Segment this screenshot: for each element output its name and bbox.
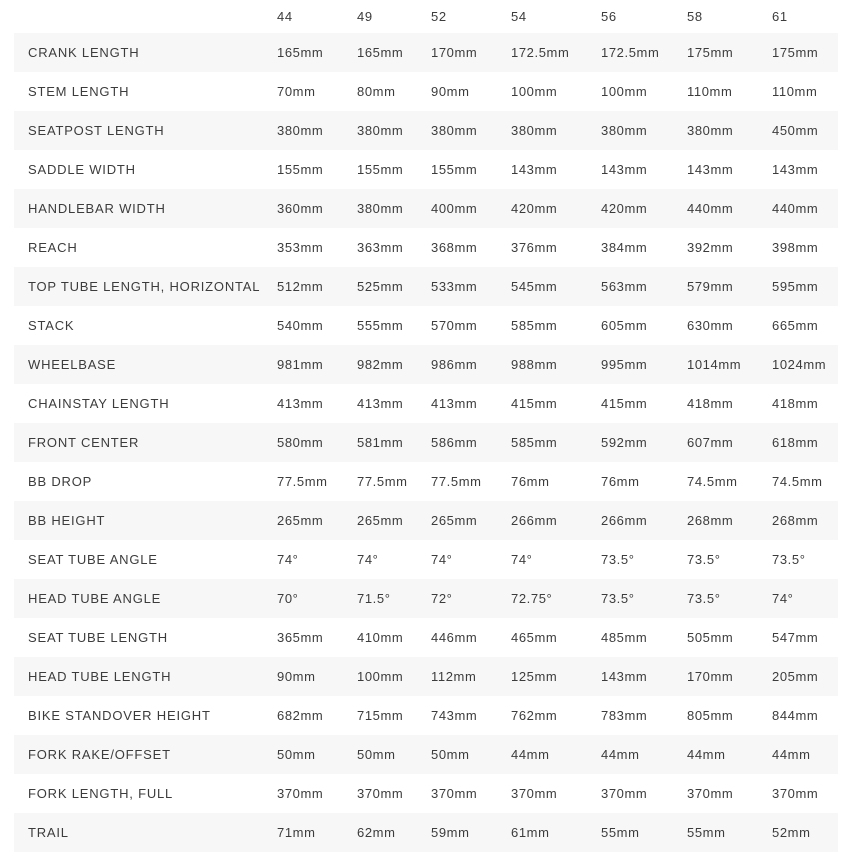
measurement-value: 73.5° bbox=[687, 591, 721, 606]
table-row bbox=[14, 735, 838, 774]
table-row bbox=[14, 228, 838, 267]
measurement-value: 581mm bbox=[357, 435, 404, 450]
measurement-value: 360mm bbox=[277, 201, 324, 216]
measurement-value: 450mm bbox=[772, 123, 819, 138]
measurement-value: 50mm bbox=[357, 747, 396, 762]
measurement-value: 365mm bbox=[277, 630, 324, 645]
measurement-value: 605mm bbox=[601, 318, 648, 333]
header-row bbox=[14, 0, 838, 33]
measurement-value: 618mm bbox=[772, 435, 819, 450]
table-row bbox=[14, 33, 838, 72]
measurement-value: 353mm bbox=[277, 240, 324, 255]
measurement-value: 368mm bbox=[431, 240, 478, 255]
measurement-value: 630mm bbox=[687, 318, 734, 333]
measurement-label: TOP TUBE LENGTH, HORIZONTAL bbox=[28, 279, 261, 294]
table-row bbox=[14, 540, 838, 579]
table-row bbox=[14, 345, 838, 384]
measurement-value: 59mm bbox=[431, 825, 470, 840]
measurement-value: 415mm bbox=[511, 396, 558, 411]
measurement-label: STEM LENGTH bbox=[28, 84, 130, 99]
measurement-value: 762mm bbox=[511, 708, 558, 723]
measurement-value: 265mm bbox=[357, 513, 404, 528]
measurement-value: 743mm bbox=[431, 708, 478, 723]
measurement-value: 783mm bbox=[601, 708, 648, 723]
measurement-value: 165mm bbox=[277, 45, 324, 60]
measurement-value: 986mm bbox=[431, 357, 478, 372]
measurement-label: SADDLE WIDTH bbox=[28, 162, 136, 177]
measurement-value: 370mm bbox=[687, 786, 734, 801]
measurement-value: 981mm bbox=[277, 357, 324, 372]
table-row bbox=[14, 774, 838, 813]
table-row bbox=[14, 306, 838, 345]
size-column-header: 44 bbox=[277, 9, 293, 24]
measurement-value: 205mm bbox=[772, 669, 819, 684]
measurement-value: 73.5° bbox=[772, 552, 806, 567]
measurement-label: REACH bbox=[28, 240, 78, 255]
measurement-label: SEAT TUBE ANGLE bbox=[28, 552, 158, 567]
measurement-value: 266mm bbox=[511, 513, 558, 528]
measurement-value: 44mm bbox=[687, 747, 726, 762]
measurement-value: 266mm bbox=[601, 513, 648, 528]
measurement-value: 265mm bbox=[431, 513, 478, 528]
measurement-value: 545mm bbox=[511, 279, 558, 294]
measurement-value: 73.5° bbox=[601, 591, 635, 606]
measurement-value: 55mm bbox=[687, 825, 726, 840]
measurement-label: HANDLEBAR WIDTH bbox=[28, 201, 166, 216]
measurement-value: 485mm bbox=[601, 630, 648, 645]
measurement-value: 844mm bbox=[772, 708, 819, 723]
measurement-value: 100mm bbox=[601, 84, 648, 99]
measurement-label: CHAINSTAY LENGTH bbox=[28, 396, 170, 411]
measurement-value: 607mm bbox=[687, 435, 734, 450]
measurement-label: HEAD TUBE LENGTH bbox=[28, 669, 172, 684]
measurement-value: 172.5mm bbox=[511, 45, 570, 60]
measurement-value: 110mm bbox=[772, 84, 818, 99]
table-row bbox=[14, 267, 838, 306]
measurement-value: 370mm bbox=[431, 786, 478, 801]
measurement-value: 585mm bbox=[511, 435, 558, 450]
measurement-label: BIKE STANDOVER HEIGHT bbox=[28, 708, 211, 723]
table-row bbox=[14, 111, 838, 150]
measurement-value: 595mm bbox=[772, 279, 819, 294]
measurement-value: 715mm bbox=[357, 708, 404, 723]
measurement-value: 400mm bbox=[431, 201, 478, 216]
measurement-label: FORK RAKE/OFFSET bbox=[28, 747, 171, 762]
measurement-value: 533mm bbox=[431, 279, 478, 294]
measurement-value: 579mm bbox=[687, 279, 734, 294]
measurement-value: 413mm bbox=[357, 396, 404, 411]
table-row bbox=[14, 657, 838, 696]
measurement-value: 440mm bbox=[687, 201, 734, 216]
measurement-value: 74° bbox=[772, 591, 794, 606]
measurement-value: 380mm bbox=[601, 123, 648, 138]
measurement-value: 90mm bbox=[431, 84, 470, 99]
measurement-label: WHEELBASE bbox=[28, 357, 117, 372]
measurement-label: CRANK LENGTH bbox=[28, 45, 140, 60]
table-row bbox=[14, 813, 838, 852]
measurement-value: 665mm bbox=[772, 318, 819, 333]
measurement-value: 413mm bbox=[277, 396, 324, 411]
measurement-value: 62mm bbox=[357, 825, 396, 840]
measurement-value: 70mm bbox=[277, 84, 316, 99]
size-column-header: 49 bbox=[357, 9, 373, 24]
measurement-value: 143mm bbox=[511, 162, 558, 177]
measurement-label: HEAD TUBE ANGLE bbox=[28, 591, 162, 606]
measurement-label: TRAIL bbox=[28, 825, 69, 840]
table-row bbox=[14, 618, 838, 657]
table-row bbox=[14, 462, 838, 501]
measurement-value: 682mm bbox=[277, 708, 324, 723]
measurement-value: 580mm bbox=[277, 435, 324, 450]
measurement-value: 77.5mm bbox=[431, 474, 482, 489]
measurement-value: 44mm bbox=[772, 747, 811, 762]
measurement-value: 44mm bbox=[511, 747, 550, 762]
measurement-value: 125mm bbox=[511, 669, 558, 684]
geometry-rows bbox=[14, 33, 838, 852]
measurement-value: 74.5mm bbox=[687, 474, 738, 489]
measurement-label: BB DROP bbox=[28, 474, 93, 489]
measurement-value: 74° bbox=[357, 552, 379, 567]
measurement-value: 71mm bbox=[277, 825, 316, 840]
measurement-value: 592mm bbox=[601, 435, 648, 450]
measurement-value: 50mm bbox=[277, 747, 316, 762]
measurement-value: 410mm bbox=[357, 630, 404, 645]
size-column-header: 54 bbox=[511, 9, 527, 24]
measurement-value: 71.5° bbox=[357, 591, 391, 606]
measurement-value: 165mm bbox=[357, 45, 404, 60]
measurement-value: 74° bbox=[511, 552, 533, 567]
measurement-value: 555mm bbox=[357, 318, 404, 333]
measurement-label: SEAT TUBE LENGTH bbox=[28, 630, 168, 645]
measurement-value: 563mm bbox=[601, 279, 648, 294]
measurement-value: 175mm bbox=[687, 45, 734, 60]
measurement-value: 380mm bbox=[357, 123, 404, 138]
measurement-value: 172.5mm bbox=[601, 45, 660, 60]
measurement-value: 175mm bbox=[772, 45, 819, 60]
measurement-value: 380mm bbox=[277, 123, 324, 138]
table-row bbox=[14, 423, 838, 462]
measurement-value: 370mm bbox=[601, 786, 648, 801]
measurement-value: 155mm bbox=[357, 162, 404, 177]
size-column-header: 56 bbox=[601, 9, 617, 24]
measurement-value: 418mm bbox=[687, 396, 734, 411]
measurement-value: 74.5mm bbox=[772, 474, 823, 489]
measurement-value: 265mm bbox=[277, 513, 324, 528]
measurement-value: 380mm bbox=[357, 201, 404, 216]
measurement-value: 1024mm bbox=[772, 357, 827, 372]
measurement-value: 805mm bbox=[687, 708, 734, 723]
size-column-header: 52 bbox=[431, 9, 447, 24]
measurement-value: 50mm bbox=[431, 747, 470, 762]
measurement-value: 540mm bbox=[277, 318, 324, 333]
header-corner-empty bbox=[14, 0, 277, 33]
measurement-value: 155mm bbox=[431, 162, 478, 177]
measurement-value: 112mm bbox=[431, 669, 477, 684]
measurement-label: FORK LENGTH, FULL bbox=[28, 786, 174, 801]
measurement-value: 90mm bbox=[277, 669, 316, 684]
measurement-value: 380mm bbox=[687, 123, 734, 138]
measurement-value: 446mm bbox=[431, 630, 478, 645]
measurement-value: 1014mm bbox=[687, 357, 742, 372]
measurement-value: 170mm bbox=[431, 45, 478, 60]
measurement-value: 80mm bbox=[357, 84, 396, 99]
measurement-value: 143mm bbox=[601, 669, 648, 684]
measurement-value: 586mm bbox=[431, 435, 478, 450]
measurement-value: 398mm bbox=[772, 240, 819, 255]
size-column-header: 58 bbox=[687, 9, 703, 24]
measurement-value: 384mm bbox=[601, 240, 648, 255]
measurement-value: 72° bbox=[431, 591, 453, 606]
measurement-value: 392mm bbox=[687, 240, 734, 255]
measurement-label: STACK bbox=[28, 318, 75, 333]
measurement-value: 415mm bbox=[601, 396, 648, 411]
measurement-label: FRONT CENTER bbox=[28, 435, 140, 450]
measurement-value: 376mm bbox=[511, 240, 558, 255]
measurement-value: 72.75° bbox=[511, 591, 553, 606]
measurement-value: 370mm bbox=[511, 786, 558, 801]
geometry-table bbox=[14, 0, 838, 852]
measurement-value: 380mm bbox=[431, 123, 478, 138]
measurement-value: 380mm bbox=[511, 123, 558, 138]
measurement-label: SEATPOST LENGTH bbox=[28, 123, 165, 138]
measurement-value: 413mm bbox=[431, 396, 478, 411]
measurement-value: 363mm bbox=[357, 240, 404, 255]
measurement-value: 77.5mm bbox=[277, 474, 328, 489]
measurement-value: 74° bbox=[431, 552, 453, 567]
measurement-value: 268mm bbox=[772, 513, 819, 528]
measurement-value: 370mm bbox=[772, 786, 819, 801]
measurement-value: 143mm bbox=[772, 162, 819, 177]
measurement-value: 100mm bbox=[511, 84, 558, 99]
table-row bbox=[14, 384, 838, 423]
measurement-value: 76mm bbox=[601, 474, 640, 489]
measurement-label: BB HEIGHT bbox=[28, 513, 106, 528]
table-row bbox=[14, 696, 838, 735]
measurement-value: 61mm bbox=[511, 825, 550, 840]
measurement-value: 73.5° bbox=[601, 552, 635, 567]
size-column-header: 61 bbox=[772, 9, 788, 24]
measurement-value: 74° bbox=[277, 552, 299, 567]
measurement-value: 547mm bbox=[772, 630, 819, 645]
measurement-value: 100mm bbox=[357, 669, 404, 684]
measurement-value: 155mm bbox=[277, 162, 324, 177]
measurement-value: 988mm bbox=[511, 357, 558, 372]
measurement-value: 370mm bbox=[357, 786, 404, 801]
measurement-value: 76mm bbox=[511, 474, 550, 489]
measurement-value: 420mm bbox=[511, 201, 558, 216]
table-row bbox=[14, 189, 838, 228]
measurement-value: 370mm bbox=[277, 786, 324, 801]
measurement-value: 73.5° bbox=[687, 552, 721, 567]
measurement-value: 570mm bbox=[431, 318, 478, 333]
table-row bbox=[14, 501, 838, 540]
measurement-value: 420mm bbox=[601, 201, 648, 216]
measurement-value: 143mm bbox=[687, 162, 734, 177]
size-header-row bbox=[14, 0, 838, 33]
measurement-value: 70° bbox=[277, 591, 299, 606]
measurement-value: 52mm bbox=[772, 825, 811, 840]
measurement-value: 585mm bbox=[511, 318, 558, 333]
table-row bbox=[14, 150, 838, 189]
measurement-value: 268mm bbox=[687, 513, 734, 528]
measurement-value: 55mm bbox=[601, 825, 640, 840]
measurement-value: 110mm bbox=[687, 84, 733, 99]
measurement-value: 982mm bbox=[357, 357, 404, 372]
table-row bbox=[14, 579, 838, 618]
measurement-value: 512mm bbox=[277, 279, 324, 294]
measurement-value: 505mm bbox=[687, 630, 734, 645]
table-row bbox=[14, 72, 838, 111]
measurement-value: 465mm bbox=[511, 630, 558, 645]
measurement-value: 440mm bbox=[772, 201, 819, 216]
measurement-value: 995mm bbox=[601, 357, 648, 372]
measurement-value: 143mm bbox=[601, 162, 648, 177]
measurement-value: 525mm bbox=[357, 279, 404, 294]
measurement-value: 170mm bbox=[687, 669, 734, 684]
measurement-value: 77.5mm bbox=[357, 474, 408, 489]
measurement-value: 44mm bbox=[601, 747, 640, 762]
measurement-value: 418mm bbox=[772, 396, 819, 411]
